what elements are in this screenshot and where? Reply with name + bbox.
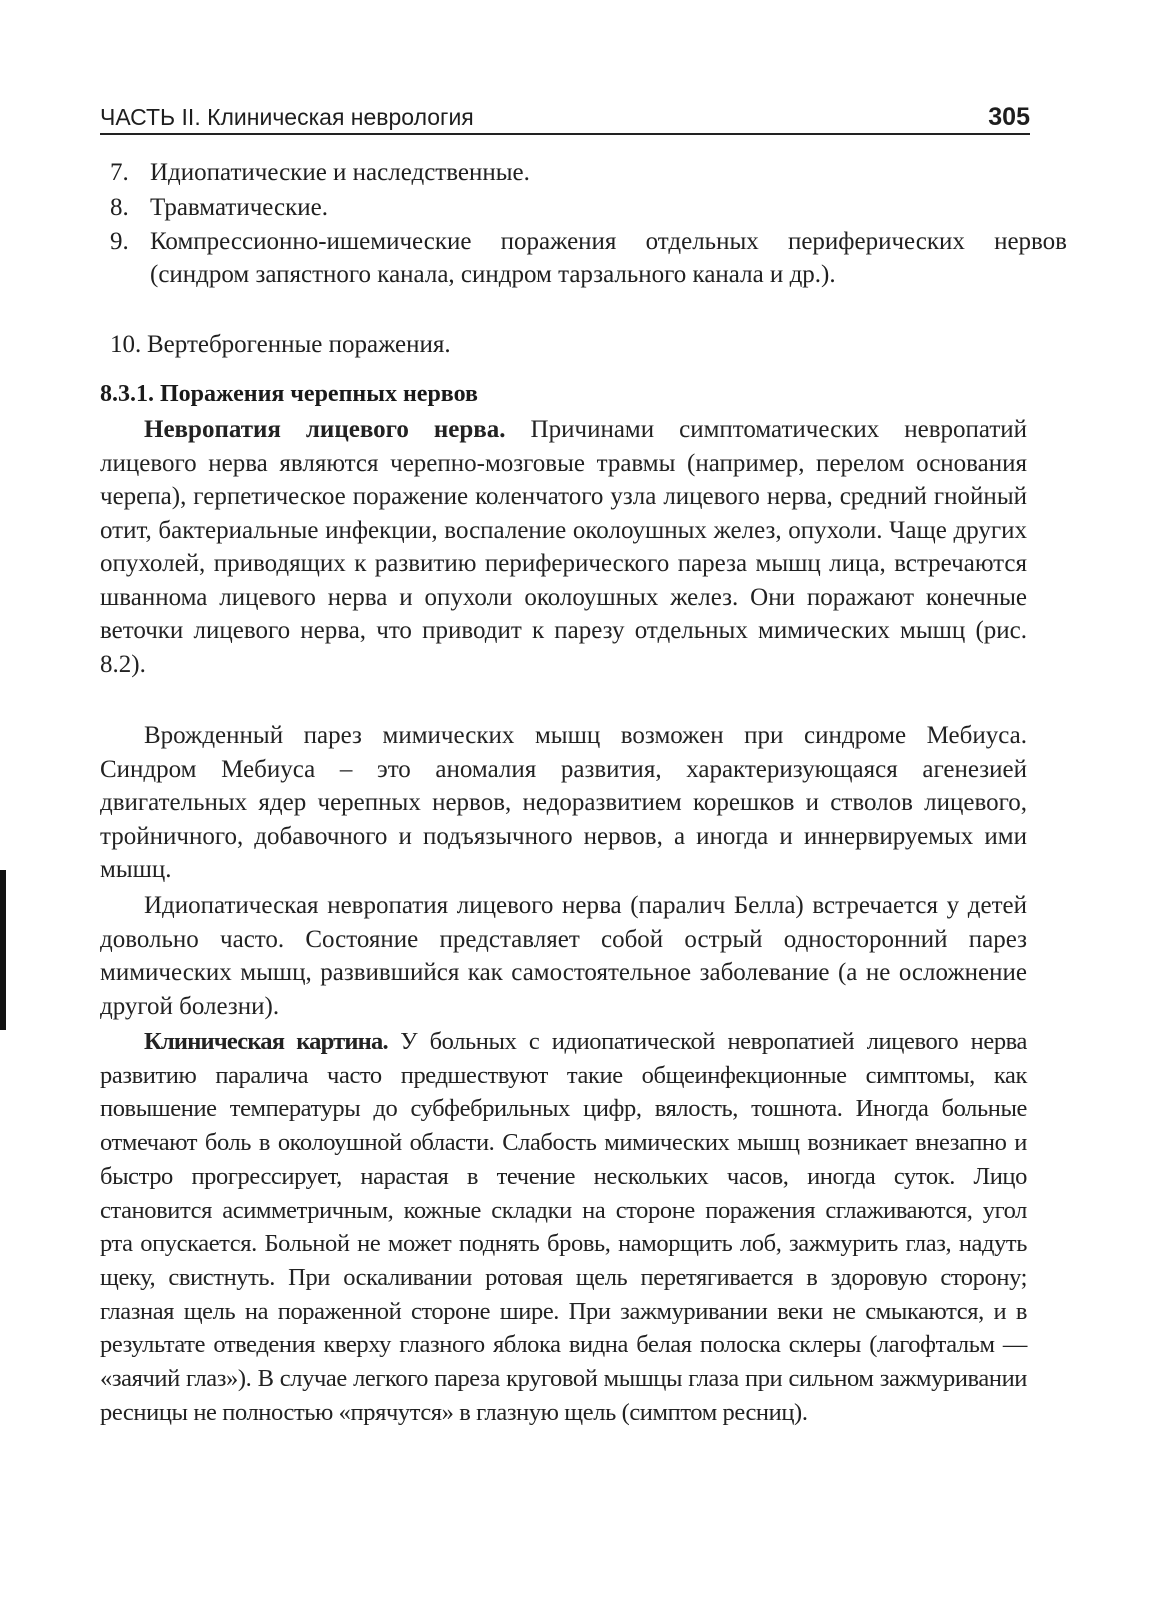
list-item-text: Вертеброгенные поражения. [147, 331, 451, 358]
paragraph-lead: Клиническая картина. [144, 1028, 388, 1055]
paragraph-text: Причинами симптоматических невропатий лицевого нерва являются черепно-мозговые травмы (например, перелом основания черепа), герпетическое поражение коленчатого узла лицевого нерва, средний гнойный отит, бактериальные инфекции, воспаление околоушных желез, опухоли. Чаще других опухолей, приводящих к развитию периферического пареза мышц лица, встречаются шваннома лицевого нерва и опухоли околоушных желез. Они поражают конечные веточки лицевого нерва, что приводит к парезу отдельных мимических мышц (рис. 8.2). [100, 416, 1028, 678]
paragraph-clinical-picture [100, 1025, 1027, 1429]
running-title: ЧАСТЬ II. Клиническая неврология [100, 104, 474, 130]
list-item-number: 7. [110, 159, 129, 186]
list-item-number: 10. [110, 331, 142, 358]
list-item-8 [110, 191, 1050, 224]
paragraph-text: Идиопатическая невропатия лицевого нерва (паралич Белла) встречается у детей довольно часто. Состояние представляет собой острый односторонний парез мимических мышц, развившийся как самостоятельное заболевание (а не осложнение другой болезни). [100, 892, 1027, 1020]
section-heading: 8.3.1. Поражения черепных нервов [100, 381, 478, 407]
list-item-number: 8. [110, 194, 129, 221]
list-item-text: Компрессионно-ишемические поражения отдельных периферических нервов (синдром запястного канала, синдром тарзального канала и др.). [150, 228, 1067, 288]
paragraph-mobius-syndrome [100, 719, 1027, 887]
list-item-number: 9. [110, 228, 129, 255]
paragraph-text: У больных с идиопатической невропатией лицевого нерва развитию паралича часто предшествуют такие общеинфекционные симптомы, как повышение температуры до субфебрильных цифр, вялость, тошнота. Иногда больные отмечают боль в околоушной области. Слабость мимических мышц возникает внезапно и быстро прогрессирует, нарастая в течение нескольких часов, иногда суток. Лицо становится асимметричным, кожные складки на стороне поражения сглаживаются, угол рта опускается. Больной не может поднять бровь, наморщить лоб, зажмурить глаз, надуть щеку, свистнуть. При оскаливании ротовая щель перетягивается в здоровую сторону; глазная щель на пораженной стороне шире. При зажмуривании веки не смыкаются, и в результате отведения кверху глазного яблока видна белая полоска склеры (лагофтальм — «заячий глаз»). В случае легкого пареза круговой мышцы глаза при сильном зажмуривании ресницы не полностью «прячутся» в глазную щель (симптом ресниц). [100, 1028, 1027, 1426]
list-item-9 [110, 225, 1067, 291]
list-item-10 [110, 328, 1047, 361]
header-rule [100, 133, 1030, 135]
list-item-7 [110, 156, 1050, 189]
paragraph-lead: Невропатия лицевого нерва. [144, 416, 506, 443]
paragraph-bell-palsy [100, 889, 1027, 1023]
page-number: 305 [988, 103, 1030, 131]
paragraph-facial-neuropathy [100, 413, 1027, 681]
paragraph-text: Врожденный парез мимических мышц возможен при синдроме Мебиуса. Синдром Мебиуса – это аномалия развития, характеризующаяся агенезией двигательных ядер черепных нервов, недоразвитием корешков и стволов лицевого, тройничного, добавочного и подъязычного нервов, а иногда и иннервируемых ими мышц. [100, 722, 1027, 883]
list-item-text: Идиопатические и наследственные. [150, 159, 530, 186]
scan-edge-shadow [0, 870, 6, 1030]
list-item-text: Травматические. [150, 194, 328, 221]
